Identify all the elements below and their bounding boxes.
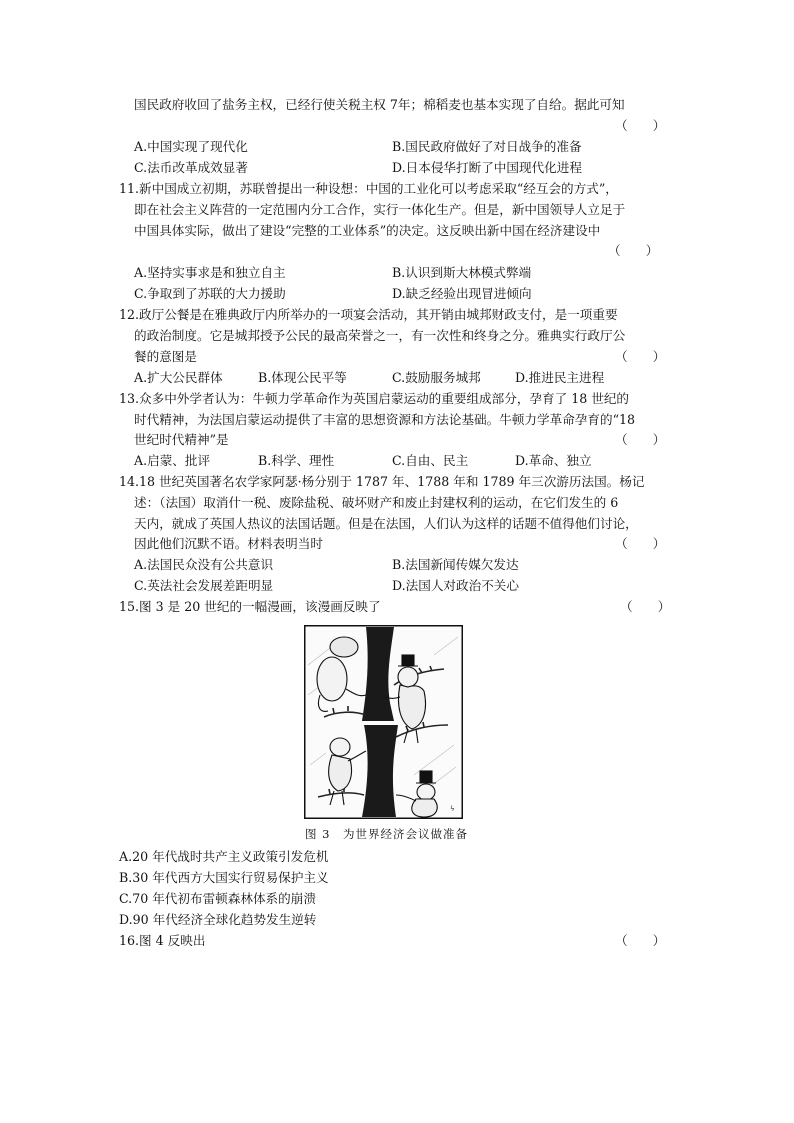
q14-option-a: A.法国民众没有公共意识 (134, 557, 274, 572)
q10-option-d: D.日本侵华打断了中国现代化进程 (392, 160, 582, 175)
q13-option-c: C.自由、民主 (392, 453, 469, 468)
q14-option-c: C.英法社会发展差距明显 (134, 578, 274, 593)
q15-option-a: A.20 年代战时共产主义政策引发危机 (119, 849, 329, 864)
q14-stem-line-3: 天内，就成了英国人热议的法国话题。但是在法国，人们认为这样的话题不值得他们讨论， (134, 516, 638, 531)
q13-option-b: B.科学、理性 (258, 453, 335, 468)
q15-answer-bracket: （ ） (620, 599, 671, 614)
q13-answer-bracket: （ ） (615, 432, 666, 447)
q10-stem-line: 国民政府收回了盐务主权，已经行使关税主权 7年；棉稻麦也基本实现了自给。据此可知 (134, 97, 625, 112)
q13-stem-line-1: 13.众多中外学者认为：牛顿力学革命作为英国启蒙运动的重要组成部分，孕育了 18 世纪的 (119, 391, 630, 406)
q14-option-b: B.法国新闻传媒欠发达 (392, 557, 519, 572)
q10-option-c: C.法币改革成效显著 (134, 160, 248, 175)
q11-option-b: B.认识到斯大林模式弊端 (392, 265, 532, 280)
svg-text:ϟ: ϟ (450, 805, 455, 813)
q13-stem-line-2: 时代精神，为法国启蒙运动提供了丰富的思想资源和方法论基础。牛顿力学革命孕育的“18 (134, 412, 636, 427)
q11-stem-line-1: 11.新中国成立初期，苏联曾提出一种设想：中国的工业化可以考虑采取“经互会的方式”， (119, 181, 618, 196)
q12-option-b: B.体现公民平等 (258, 370, 347, 385)
q12-option-c: C.鼓励服务城邦 (392, 370, 481, 385)
q14-stem-line-1: 14.18 世纪英国著名农学家阿瑟·杨分别于 1787 年、1788 年和 1789 年三次游历法国。杨记 (119, 474, 645, 489)
q13-option-a: A.启蒙、批评 (134, 453, 211, 468)
q14-stem-line-4: 因此他们沉默不语。材料表明当时 (134, 536, 323, 551)
q12-stem-line-1: 12.政厅公餐是在雅典政厅内所举办的一项宴会活动，其开销由城邦财政支付，是一项重要 (119, 307, 618, 322)
q11-stem-line-3: 中国具体实际，做出了建设“完整的工业体系”的决定。这反映出新中国在经济建设中 (134, 223, 601, 238)
q13-stem-line-3: 世纪时代精神”是 (134, 432, 229, 447)
q14-answer-bracket: （ ） (615, 536, 666, 551)
q16-stem: 16.图 4 反映出 (119, 933, 206, 948)
q15-option-d: D.90 年代经济全球化趋势发生逆转 (119, 912, 317, 927)
q12-stem-line-2: 的政治制度。它是城邦授予公民的最高荣誉之一，有一次性和终身之分。雅典实行政厅公 (134, 328, 626, 343)
figure-3-caption: 图 3 为世界经济会议做准备 (305, 827, 468, 841)
q12-stem-line-3: 餐的意图是 (134, 349, 197, 364)
q10-option-a: A.中国实现了现代化 (134, 139, 248, 154)
q13-option-d: D.革命、独立 (515, 453, 592, 468)
q14-stem-line-2: 述：（法国）取消什一税、废除盐税、破坏财产和废止封建权利的运动，在它们发生的 6 (134, 495, 619, 510)
q11-option-a: A.坚持实事求是和独立自主 (134, 265, 286, 280)
q10-option-b: B.国民政府做好了对日战争的准备 (392, 139, 582, 154)
q12-option-d: D.推进民主进程 (515, 370, 605, 385)
q10-answer-bracket: （ ） (615, 118, 666, 133)
q11-stem-line-2: 即在社会主义阵营的一定范围内分工合作，实行一体化生产。但是，新中国领导人立足于 (134, 202, 626, 217)
figure-3-cartoon (304, 625, 463, 819)
q14-option-d: D.法国人对政治不关心 (392, 578, 519, 593)
q12-option-a: A.扩大公民群体 (134, 370, 223, 385)
q11-option-c: C.争取到了苏联的大力援助 (134, 286, 286, 301)
q11-option-d: D.缺乏经验出现冒进倾向 (392, 286, 532, 301)
q15-option-b: B.30 年代西方大国实行贸易保护主义 (119, 870, 329, 885)
q16-answer-bracket: （ ） (615, 933, 666, 948)
q15-stem: 15.图 3 是 20 世纪的一幅漫画，该漫画反映了 (119, 599, 381, 614)
q12-answer-bracket: （ ） (615, 349, 666, 364)
q11-answer-bracket: （ ） (608, 243, 659, 258)
q15-option-c: C.70 年代初布雷顿森林体系的崩溃 (119, 891, 316, 906)
